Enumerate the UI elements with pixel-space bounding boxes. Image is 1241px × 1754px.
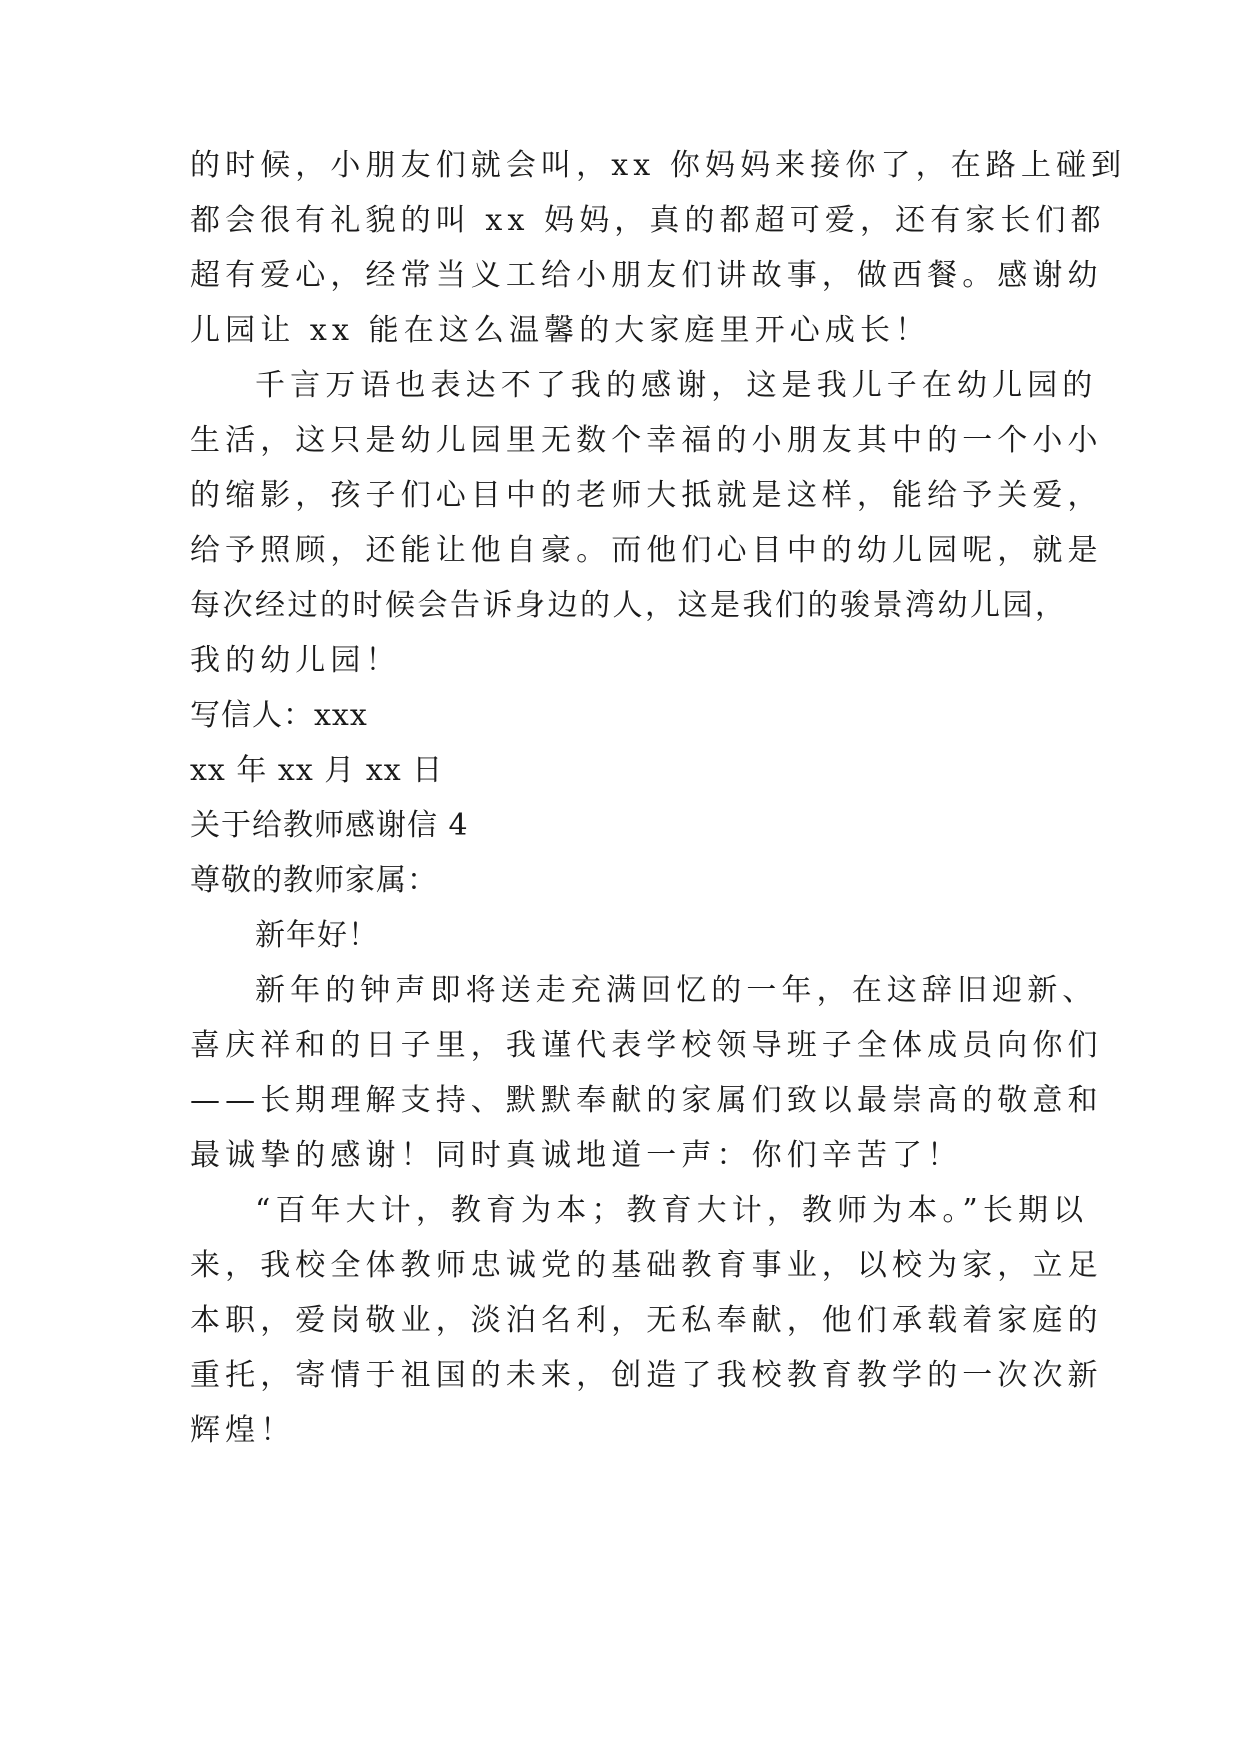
text-line: 儿园让 xx 能在这么温馨的大家庭里开心成长！ [190, 313, 931, 348]
greeting: 新年好！ [255, 918, 379, 953]
text-line: 都会很有礼貌的叫 xx 妈妈，真的都超可爱，还有家长们都 [190, 203, 1106, 238]
text-line: 喜庆祥和的日子里，我谨代表学校领导班子全体成员向你们 [190, 1028, 1103, 1063]
text-line: 每次经过的时候会告诉身边的人，这是我们的骏景湾幼儿园， [190, 588, 1068, 623]
text-line: 超有爱心，经常当义工给小朋友们讲故事，做西餐。感谢幼 [190, 258, 1103, 293]
date-line: xx 年 xx 月 xx 日 [190, 753, 444, 788]
text-line: 的时候，小朋友们就会叫，xx 你妈妈来接你了，在路上碰到 [190, 148, 1127, 183]
signature-line: 写信人：xxx [190, 698, 368, 733]
section-title: 关于给教师感谢信 4 [190, 808, 469, 843]
text-line: 辉煌！ [190, 1413, 296, 1448]
salutation: 尊敬的教师家属： [190, 863, 438, 898]
text-line: 的缩影，孩子们心目中的老师大抵就是这样，能给予关爱， [190, 478, 1103, 513]
text-line: 本职，爱岗敬业，淡泊名利，无私奉献，他们承载着家庭的 [190, 1303, 1103, 1338]
text-line: 生活，这只是幼儿园里无数个幸福的小朋友其中的一个小小 [190, 423, 1103, 458]
text-line: 重托，寄情于祖国的未来，创造了我校教育教学的一次次新 [190, 1358, 1103, 1393]
text-line: 最诚挚的感谢！同时真诚地道一声：你们辛苦了！ [190, 1138, 963, 1173]
text-line: “百年大计，教育为本；教育大计，教师为本。”长期以 [255, 1193, 1089, 1228]
text-line: 千言万语也表达不了我的感谢，这是我儿子在幼儿园的 [255, 368, 1098, 403]
text-line: 我的幼儿园！ [190, 643, 401, 678]
text-line: 新年的钟声即将送走充满回忆的一年，在这辞旧迎新、 [255, 973, 1098, 1008]
text-line: 给予照顾，还能让他自豪。而他们心目中的幼儿园呢，就是 [190, 533, 1103, 568]
text-line: ——长期理解支持、默默奉献的家属们致以最崇高的敬意和 [190, 1083, 1103, 1118]
text-line: 来，我校全体教师忠诚党的基础教育事业，以校为家，立足 [190, 1248, 1103, 1283]
